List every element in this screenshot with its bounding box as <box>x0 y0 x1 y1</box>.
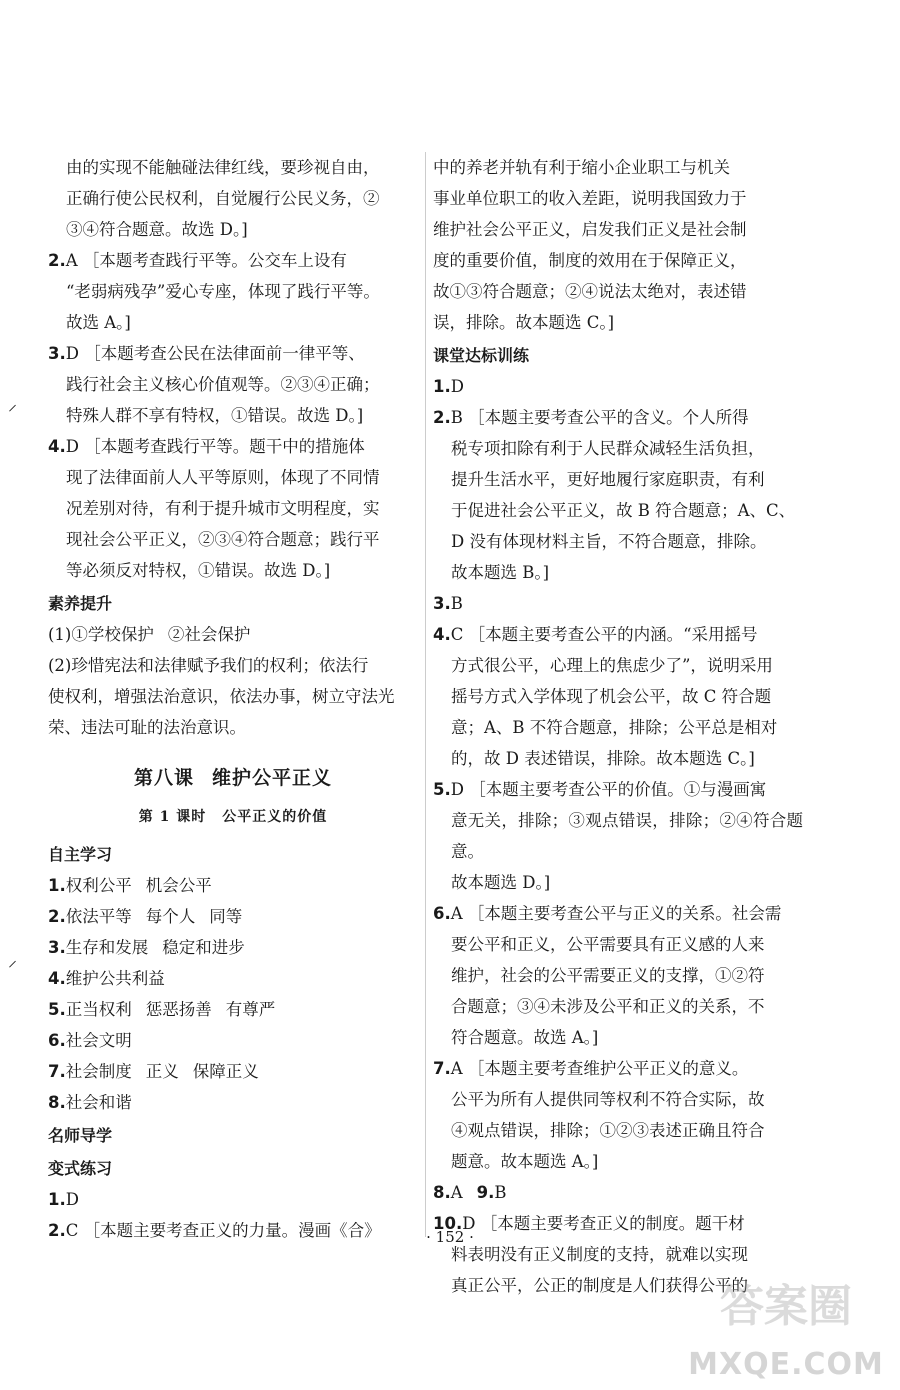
answer-item-2: 2.A ［本题考查践行平等。公交车上设有 “老弱病残孕”爱心专座，体现了践行平等。 故选 A。] <box>48 251 380 332</box>
period-title: 第 1 课时 公平正义的价值 <box>138 809 328 825</box>
answer-item-3: 3.B <box>433 594 463 613</box>
suyang-answer-1: (1)①学校保护 ②社会保护 <box>48 625 251 644</box>
list-item: 6.社会文明 <box>48 1031 132 1050</box>
list-item: 8.社会和谐 <box>48 1093 132 1112</box>
list-item: 3.生存和发展 稳定和进步 <box>48 938 245 957</box>
margin-mark: ⸝ <box>8 950 17 971</box>
answer-item-4: 4.D ［本题考查践行平等。题干中的措施体 现了法律面前人人平等原则，体现了不同情 况差别对待，有利于提升城市文明程度，实 现社会公平正义，②③④符合题意；践行平 等必须反对特权，①错误。故选 D。] <box>48 437 380 580</box>
list-item: 5.正当权利 惩恶扬善 有尊严 <box>48 1000 276 1019</box>
bianshi-item-2: 2.C ［本题主要考查正义的力量。漫画《合》 <box>48 1221 381 1240</box>
continued-answer: 由的实现不能触碰法律红线，要珍视自由， 正确行使公民权利，自觉履行公民义务，② ③④符合题意。故选 D。] <box>66 158 380 239</box>
answer-item-10: 10.D ［本题主要考查正义的制度。题干材 料表明没有正义制度的支持，就难以实现 真正公平，公正的制度是人们获得公平的 <box>433 1214 748 1295</box>
list-item: 7.社会制度 正义 保障正义 <box>48 1062 259 1081</box>
page-number: · 152 · <box>426 1228 474 1246</box>
watermark-site: MXQE.COM <box>688 1347 884 1382</box>
answer-item-1: 1.D <box>433 377 464 396</box>
column-divider <box>425 152 426 1237</box>
answer-item-8-9: 8.A 9.B <box>433 1183 507 1202</box>
answer-item-4: 4.C ［本题主要考查公平的内涵。“采用摇号 方式很公平，心理上的焦虑少了”，说明采用 摇号方式入学体现了机会公平，故 C 符合题 意；A、B 不符合题意，排除；公平总是相对 的，故 D 表述错误，排除。故本题选 C。] <box>433 625 778 768</box>
section-heading-bianshi: 变式练习 <box>48 1159 113 1178</box>
section-heading-mingshi: 名师导学 <box>48 1126 113 1145</box>
watermark-logo: 答案圈 <box>720 1281 852 1332</box>
answer-item-2: 2.B ［本题主要考查公平的含义。个人所得 税专项扣除有利于人民群众减轻生活负担， 提升生活水平，更好地履行家庭职责，有利 于促进社会公平正义，故 B 符合题意；A、C、 D 没有体现材料主旨，不符合题意，排除。 故本题选 B。] <box>433 408 796 582</box>
lesson-title: 第八课 维护公平正义 <box>133 767 333 789</box>
left-column <box>48 152 418 1246</box>
right-column <box>433 152 803 1301</box>
suyang-answer-2: (2)珍惜宪法和法律赋予我们的权利；依法行 使权利，增强法治意识，依法办事，树立守法光 荣、违法可耻的法治意识。 <box>48 656 395 737</box>
margin-mark: ⸝ <box>8 394 17 415</box>
zizhu-list <box>48 870 418 1118</box>
continued-answer: 中的养老并轨有利于缩小企业职工与机关 事业单位职工的收入差距，说明我国致力于 维护社会公平正义，启发我们正义是社会制 度的重要价值，制度的效用在于保障正义， 故①③符合题意；②④说法太绝对，表述错 误，排除。故本题选 C。] <box>433 158 747 332</box>
answer-item-7: 7.A ［本题主要考查维护公平正义的意义。 公平为所有人提供同等权利不符合实际，故 ④观点错误，排除；①②③表述正确且符合 题意。故本题选 A。] <box>433 1059 765 1171</box>
watermark <box>686 1268 886 1388</box>
answer-item-3: 3.D ［本题考查公民在法律面前一律平等、 践行社会主义核心价值观等。②③④正确； 特殊人群不享有特权，①错误。故选 D。] <box>48 344 380 425</box>
section-heading-ketang: 课堂达标训练 <box>433 346 530 365</box>
section-heading-zizhu: 自主学习 <box>48 845 113 864</box>
list-item: 4.维护公共利益 <box>48 969 165 988</box>
section-heading-suyang: 素养提升 <box>48 594 113 613</box>
answer-item-5: 5.D ［本题主要考查公平的价值。①与漫画寓 意无关，排除；③观点错误，排除；②④符合题意。 故本题选 D。] <box>433 780 803 892</box>
answer-item-6: 6.A ［本题主要考查公平与正义的关系。社会需 要公平和正义，公平需要具有正义感的人来 维护，社会的公平需要正义的支撑，①②符 合题意；③④未涉及公平和正义的关系，不 符合题意。故选 A。] <box>433 904 782 1047</box>
bianshi-item-1: 1.D <box>48 1190 79 1209</box>
list-item: 2.依法平等 每个人 同等 <box>48 907 243 926</box>
list-item: 1.权利公平 机会公平 <box>48 876 212 895</box>
